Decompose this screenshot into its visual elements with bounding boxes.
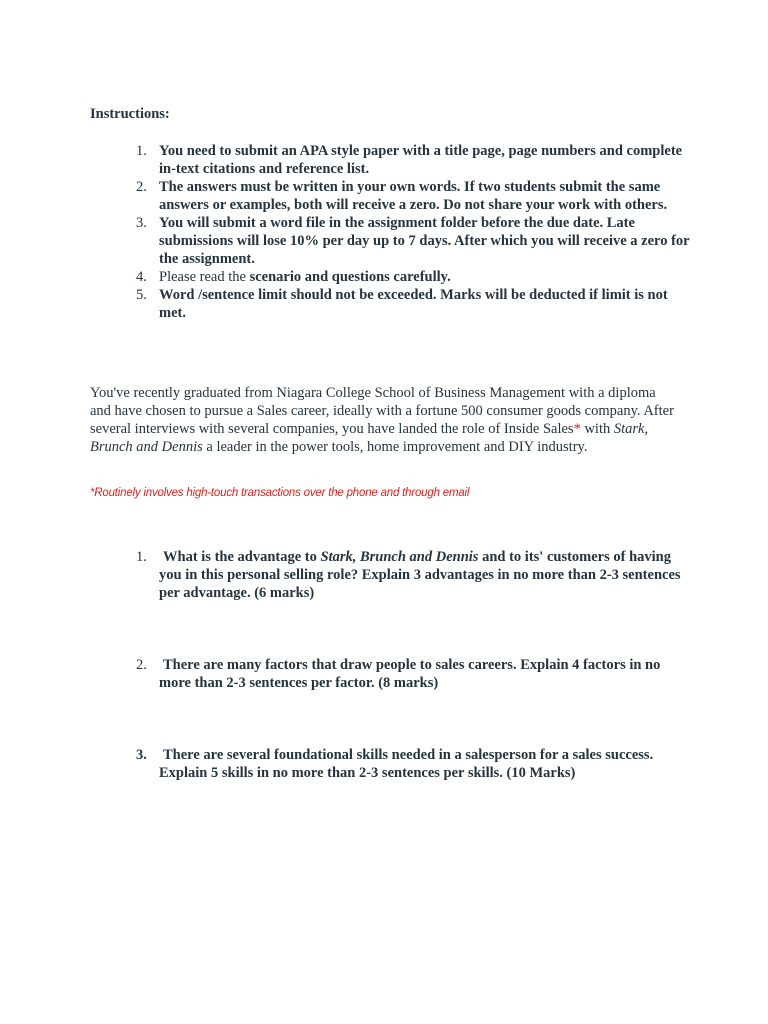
footnote: *Routinely involves high-touch transactions over the phone and through email <box>90 487 470 499</box>
instruction-text: Word /sentence limit should not be exceeded. Marks will be deducted if limit is not met. <box>159 287 668 321</box>
question-number: 2. <box>136 657 147 673</box>
question-text: There are several foundational skills needed in a salesperson for a sales success. Explain 5 skills in no more than 2-3 sentences per skills. (10 Marks) <box>159 747 654 781</box>
instruction-number: 2. <box>136 179 147 195</box>
scenario-text: You've recently graduated from Niagara College School of Business Management with a diploma and have chosen to pursue a Sales career, ideally with a fortune 500 consumer goods company. After several interviews with several companies, you have landed the role of Inside Sales <box>90 385 674 437</box>
instruction-item <box>90 268 690 286</box>
instruction-item <box>90 286 690 322</box>
company-name: Stark, Brunch and Dennis <box>90 421 649 455</box>
instruction-number: 4. <box>136 269 147 285</box>
instruction-item <box>90 142 690 178</box>
instruction-number: 5. <box>136 287 147 303</box>
instruction-number: 1. <box>136 143 147 159</box>
company-name: Stark, Brunch and Dennis <box>320 549 479 565</box>
question-text: There are many factors that draw people to sales careers. Explain 4 factors in no more than 2-3 sentences per factor. (8 marks) <box>159 657 661 691</box>
instruction-text: You will submit a word file in the assignment folder before the due date. Late submissions will lose 10% per day up to 7 days. After which you will receive a zero for the assignment. <box>159 215 690 267</box>
question-2 <box>90 656 690 692</box>
instructions-heading: Instructions: <box>90 106 170 122</box>
instruction-item <box>90 214 690 268</box>
instruction-number: 3. <box>136 215 147 231</box>
instructions-list <box>90 142 690 322</box>
question-number: 1. <box>136 549 147 565</box>
instruction-text: You need to submit an APA style paper with a title page, page numbers and complete in-text citations and reference list. <box>159 143 683 177</box>
scenario-text: with <box>580 421 614 437</box>
question-number: 3. <box>136 747 147 763</box>
scenario-text: a leader in the power tools, home improvement and DIY industry. <box>202 439 588 455</box>
instruction-text-bold: scenario and questions carefully. <box>249 269 451 285</box>
question-text: What is the advantage to Stark, Brunch and Dennis and to its' customers of having you in this personal selling role? Explain 3 advantages in no more than 2-3 sentences per advantage. (6 marks) <box>159 549 681 601</box>
instruction-item <box>90 178 690 214</box>
instruction-text-plain: Please read the <box>159 269 250 285</box>
question-1 <box>90 548 690 602</box>
instruction-text: The answers must be written in your own words. If two students submit the same answers or examples, both will receive a zero. Do not share your work with others. <box>159 179 668 213</box>
footnote-marker: * <box>573 421 581 437</box>
scenario-paragraph <box>90 384 678 456</box>
question-3 <box>90 746 690 782</box>
